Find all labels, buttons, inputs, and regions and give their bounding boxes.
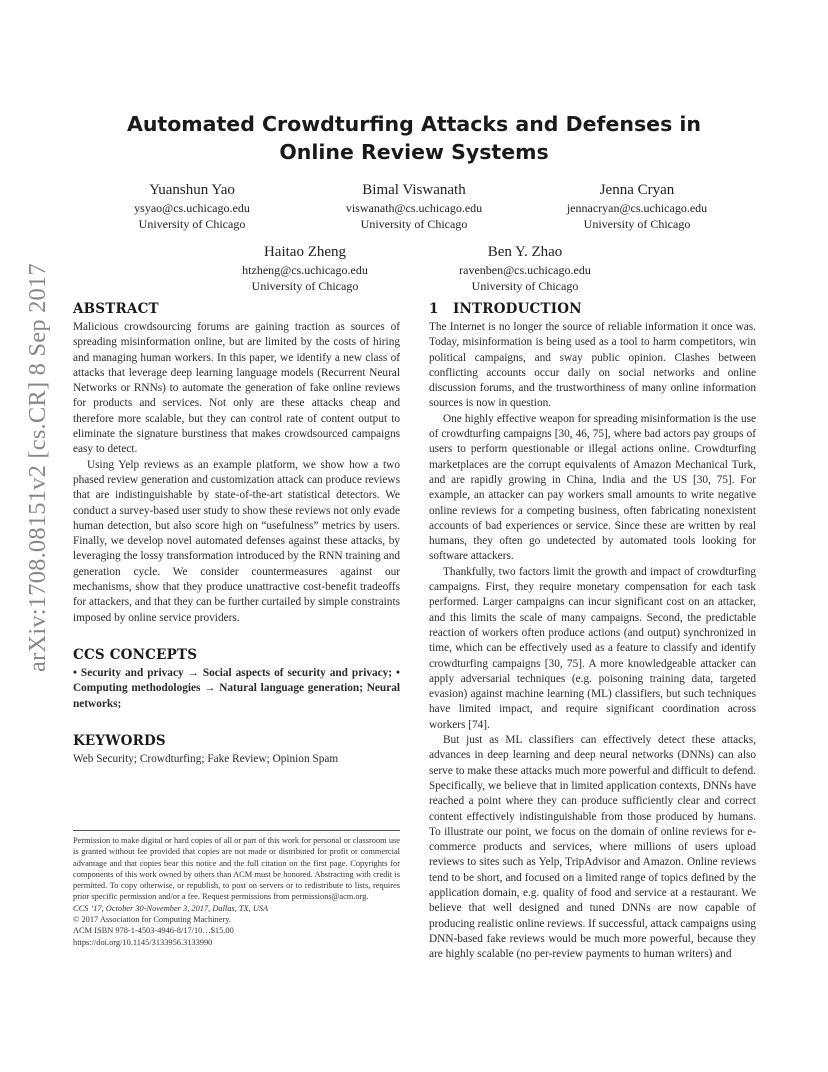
left-column [73,300,400,767]
isbn-line: ACM ISBN 978-1-4503-4946-8/17/10…$15.00 [73,926,234,936]
ccs-concepts-text: • Security and privacy → Social aspects of security and privacy; • Computing methodologies → Natural language generation; Neural networks; [73,666,400,710]
conference-info: CCS ’17, October 30-November 3, 2017, Dallas, TX, USA [73,903,269,913]
author-name: Yuanshun Yao [149,182,235,198]
author-block [405,242,645,294]
author-affiliation: University of Chicago [471,279,579,293]
author-name: Ben Y. Zhao [487,244,563,260]
right-column [429,300,756,962]
intro-paragraph: The Internet is no longer the source of reliable information it once was. Today, misinformation is being used as a tool to harm competitors, win political campaigns, and sway public opinion. Clashes between conflicting accounts occur daily on social networks and online discussion forums, and the trustworthiness of many online information sources is now in question. [429,321,756,410]
author-name: Bimal Viswanath [362,182,466,198]
intro-paragraph: But just as ML classifiers can effectively detect these attacks, advances in deep learning and deep neural networks (DNNs) can also serve to make these attacks much more powerful and difficult to defend. Specifically, we believe that in limited application contexts, DNNs have reached a point where they can produce sufficiently clear and correct content effectively indistinguishable from those produced by humans. To illustrate our point, we focus on the domain of online reviews for e-commerce products and services, where millions of users upload reviews to sites such as Yelp, TripAdvisor and Amazon. Online reviews tend to be short, and focused on a limited range of topics defined by the application domain, e.g. quality of food and service at a restaurant. We believe that well designed and tuned DNNs are now capable of producing realistic online reviews. If successful, attack campaigns using DNN-based fake reviews would be much more powerful, because they are highly scalable (no per-review payments to human writers) and [429,734,756,961]
author-email: htzheng@cs.uchicago.edu [242,263,368,277]
arxiv-identifier-stamp: arXiv:1708.08151v2 [cs.CR] 8 Sep 2017 [24,263,51,672]
ccs-concepts-heading: CCS CONCEPTS [73,646,198,663]
author-name: Jenna Cryan [599,182,675,198]
copyright-line: © 2017 Association for Computing Machinery. [73,915,231,925]
title-line-2: Online Review Systems [279,140,549,164]
author-affiliation: University of Chicago [138,217,246,231]
abstract-heading: ABSTRACT [73,301,159,317]
author-block [72,180,312,232]
paper-title [0,110,828,166]
copyright-footnote [73,830,400,948]
section-number: 1 [429,301,439,317]
permission-notice: Permission to make digital or hard copies of all or part of this work for personal or classroom use is granted without fee provided that copies are not made or distributed for profit or commercial advantage and that copies bear this notice and the full citation on the first page. Copyrights for components of this work owned by others than ACM must be honored. Abstracting with credit is permitted. To copy otherwise, or republish, to post on servers or to redistribute to lists, requires prior specific permission and/or a fee. Request permissions from permissions@acm.org. [73,836,400,902]
author-email: viswanath@cs.uchicago.edu [345,201,483,215]
author-affiliation: University of Chicago [360,217,468,231]
abstract-paragraph: Malicious crowdsourcing forums are gaining traction as sources of spreading misinformation online, but are limited by the costs of hiring and managing human workers. In this paper, we identify a new class of attacks that leverage deep learning language models (Recurrent Neural Networks or RNNs) to automate the generation of fake online reviews for products and services. Not only are these attacks cheap and therefore more scalable, but they can control rate of content output to eliminate the signature burstiness that makes crowdsourced campaigns easy to detect. [73,321,400,456]
intro-paragraph: Thankfully, two factors limit the growth and impact of crowdturfing campaigns. First, they require monetary compensation for each task performed. Larger campaigns can incur significant cost on an attacker, and this limits the scale of many campaigns. Second, the predictable reaction of workers often produce actions (and output) synchronized in time, which can be effectively used as a feature to classify and identify crowdturfing campaigns [30, 75]. A more knowledgeable attacker can apply adversarial techniques (e.g. poisoning training data, targeted evasion) against machine learning (ML) classifiers, but such techniques have limited impact, and require significant coordination across workers [74]. [429,565,756,731]
author-affiliation: University of Chicago [583,217,691,231]
title-line-1: Automated Crowdturfing Attacks and Defenses in [126,112,702,136]
doi-link[interactable]: https://doi.org/10.1145/3133956.3133990 [73,937,213,947]
keywords-text: Web Security; Crowdturfing; Fake Review; Opinion Spam [73,752,339,765]
author-block [185,242,425,294]
author-email: ravenben@cs.uchicago.edu [459,263,591,277]
abstract-paragraph: Using Yelp reviews as an example platform, we show how a two phased review generation and customization attack can produce reviews that are indistinguishable by state-of-the-art statistical detectors. We conduct a survey-based user study to show these reviews not only evade human detection, but also score high on “usefulness” metrics by users. Finally, we develop novel automated defenses against these attacks, by leveraging the lossy transformation introduced by the RNN training and generation cycle. We consider countermeasures against our mechanisms, show that they produce unattractive cost-benefit tradeoffs for attackers, and that they can be further curtailed by simple constraints imposed by online service providers. [73,458,400,624]
keywords-heading: KEYWORDS [73,732,166,749]
author-email: ysyao@cs.uchicago.edu [134,201,250,215]
author-name: Haitao Zheng [263,244,347,260]
author-email: jennacryan@cs.uchicago.edu [566,201,708,215]
introduction-heading [429,300,756,318]
intro-paragraph: One highly effective weapon for spreading misinformation is the use of crowdturfing campaigns [30, 46, 75], where bad actors pay groups of users to perform questionable or illegal actions online. Crowdturfing marketplaces are the corrupt equivalents of Amazon Mechanical Turk, and are rapidly growing in China, India and the US [30, 75]. For example, an attacker can pay workers small amounts to write negative online reviews for a competing business, often fabricating nonexistent accounts of bad experiences or service. Since these are written by real humans, they often go undetected by automated tools looking for software attackers. [429,412,756,563]
author-affiliation: University of Chicago [251,279,359,293]
section-title: INTRODUCTION [453,301,582,317]
author-block [294,180,534,232]
author-block [517,180,757,232]
